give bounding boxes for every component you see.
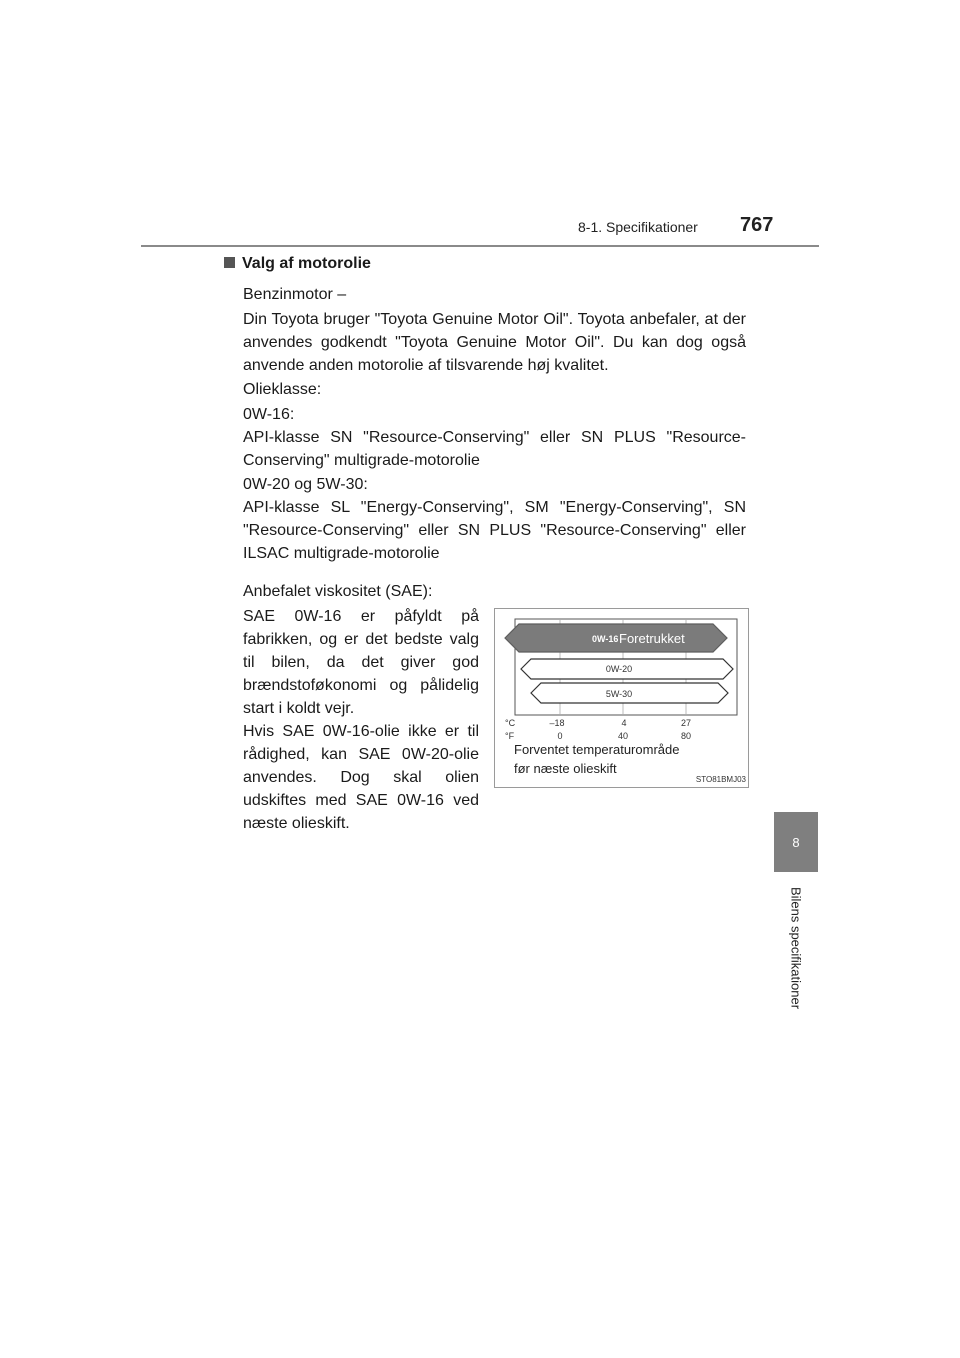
grade-0w16-code: 0W-16 — [592, 634, 619, 644]
section-title: 8-1. Specifikationer — [578, 219, 698, 235]
grade1-title: 0W-16: — [243, 406, 295, 423]
intro-paragraph: Din Toyota bruger "Toyota Genuine Motor Oil". Toyota anbefaler, at der anvendes godkendt "Toyota Genuine Motor Oil". Du kan dog også anvende anden motorolie af tilsvarende høj kvalitet. — [243, 311, 746, 374]
tick-f-3: 80 — [680, 731, 692, 741]
engine-type: Benzinmotor – — [243, 286, 347, 303]
grade2-text: API-klasse SL "Energy-Conserving", SM "Energy-Conserving", SN "Resource-Conserving" eller SN PLUS "Resource-Conserving" eller ILSAC multigrade-motorolie — [243, 499, 746, 562]
viscosity-label: Anbefalet viskositet (SAE): — [243, 583, 433, 600]
grade-0w16-note: Foretrukket — [619, 631, 685, 646]
chapter-tab — [774, 812, 818, 872]
viscosity-explanation — [243, 605, 479, 835]
figure-id: STO81BMJ03 — [695, 775, 746, 784]
caption-line-2: før næste olieskift — [514, 761, 617, 776]
unit-fahrenheit: °F — [505, 731, 515, 741]
unit-celsius: °C — [505, 718, 516, 728]
header-divider — [141, 245, 819, 247]
tick-f-2: 40 — [617, 731, 629, 741]
oil-class-label: Olieklasse: — [243, 381, 322, 398]
chapter-label: Bilens specifikationer — [788, 886, 804, 1010]
caption-line-1: Forventet temperaturområde — [514, 742, 680, 757]
section-heading — [224, 255, 371, 273]
chapter-number: 8 — [792, 834, 800, 850]
page-number: 767 — [740, 214, 774, 236]
tick-c-1: –18 — [549, 718, 565, 728]
tick-c-3: 27 — [680, 718, 692, 728]
grade-0w20-code: 0W-20 — [605, 664, 633, 674]
grade-5w30-code: 5W-30 — [605, 689, 633, 699]
grade2-title: 0W-20 og 5W-30: — [243, 476, 368, 493]
heading-text: Valg af motorolie — [242, 255, 371, 272]
tick-f-1: 0 — [557, 731, 563, 741]
square-bullet-icon — [224, 257, 235, 268]
viscosity-figure — [494, 608, 749, 788]
viscosity-paragraph-2: Hvis SAE 0W-16-olie ikke er til rådighed, kan SAE 0W-20-olie anvendes. Dog skal olien udskiftes med SAE 0W-16 ved næste olieskift. — [243, 723, 479, 832]
viscosity-paragraph-1: SAE 0W-16 er påfyldt på fabrikken, og er det bedste valg til bilen, da det giver god brændstoføkonomi og pålidelig start i koldt vejr. — [243, 608, 479, 717]
grade1-text: API-klasse SN "Resource-Conserving" eller SN PLUS "Resource-Conserving" multigrade-motorolie — [243, 429, 746, 469]
tick-c-2: 4 — [621, 718, 627, 728]
viscosity-diagram — [495, 609, 750, 789]
